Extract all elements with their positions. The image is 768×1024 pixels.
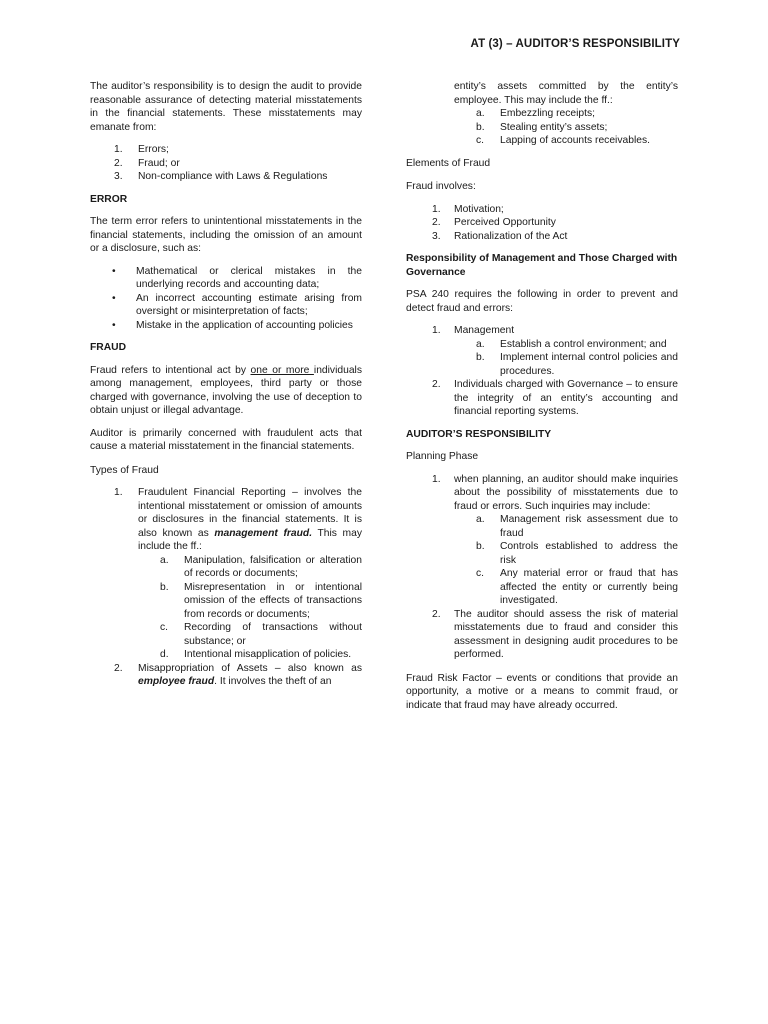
- list-item: [432, 378, 678, 419]
- risk-factor-paragraph: Fraud Risk Factor – events or conditions that provide an opportunity, a motive or a means to commit fraud, or indicate that fraud may have already occurred.: [406, 672, 678, 711]
- sublist-item: [476, 107, 678, 121]
- list-text: Rationalization of the Act: [454, 230, 568, 242]
- sublist-item: [476, 567, 678, 608]
- sublist-letter: a.: [476, 514, 485, 525]
- list-text: Non-compliance with Laws & Regulations: [138, 171, 328, 182]
- sublist-text: Recording of transactions without substance; or: [184, 622, 362, 647]
- planning-list: [406, 473, 678, 662]
- sublist-text: Lapping of accounts receivables.: [500, 135, 650, 146]
- list-item: [114, 662, 362, 689]
- sublist-item: [476, 121, 678, 135]
- psa-paragraph: PSA 240 requires the following in order to prevent and detect fraud and errors:: [406, 289, 678, 314]
- list-item: [114, 486, 362, 662]
- continued-sublist: [406, 107, 678, 148]
- sublist-letter: d.: [160, 649, 169, 660]
- list-number: 1.: [432, 473, 441, 485]
- list-item: [432, 230, 678, 244]
- sublist-item: [160, 554, 362, 581]
- continued-paragraph: entity’s assets committed by the entity’s employee. This may include the ff.:: [454, 81, 678, 106]
- sublist-item: [160, 621, 362, 648]
- left-column: [90, 80, 362, 689]
- type2-text-end: . It involves the theft of an: [214, 676, 332, 687]
- type2-emphasis: employee fraud: [138, 676, 215, 687]
- list-number: 2.: [432, 608, 441, 620]
- types-heading: Types of Fraud: [90, 464, 159, 476]
- sublist-letter: a.: [160, 554, 169, 566]
- sublist-item: [476, 134, 678, 148]
- sublist-text: Intentional misapplication of policies.: [184, 649, 352, 660]
- sublist-letter: a.: [476, 338, 485, 350]
- sublist-item: [160, 648, 362, 662]
- bullet-text: Mistake in the application of accounting policies: [136, 319, 353, 331]
- management-sublist: [454, 338, 678, 379]
- list-number: 1.: [114, 487, 123, 498]
- type1-text-end: This may include the ff.:: [138, 527, 362, 552]
- list-item: [432, 216, 678, 230]
- type2-text-start: Misappropriation of Assets – also known as: [138, 662, 362, 674]
- sublist-item: [476, 540, 678, 567]
- sublist-letter: a.: [476, 108, 485, 119]
- list-text: The auditor should assess the risk of material misstatements due to fraud and consider this assessment in designing audit procedures to be performed.: [454, 608, 678, 660]
- sublist-item: [476, 351, 678, 378]
- fraud-text-start: Fraud refers to intentional act by: [90, 364, 251, 376]
- fraud-involves-text: Fraud involves:: [406, 181, 476, 192]
- list-number: 1.: [432, 325, 441, 336]
- type1-text: [138, 486, 362, 554]
- sublist-item: [476, 338, 678, 352]
- fraud-heading: FRAUD: [90, 342, 127, 353]
- bullet-text: An incorrect accounting estimate arising from oversight or misinterpretation of facts;: [136, 292, 362, 317]
- bullet-text: Mathematical or clerical mistakes in the underlying records and accounting data;: [136, 265, 362, 290]
- list-item: [432, 473, 678, 608]
- list-item: [432, 203, 678, 217]
- sublist-text: Management risk assessment due to fraud: [500, 514, 678, 539]
- types-list: [90, 486, 362, 689]
- type1-sublist: [138, 554, 362, 662]
- list-item: [114, 143, 362, 157]
- sublist-letter: c.: [476, 135, 485, 146]
- bullet-icon: •: [112, 265, 116, 277]
- sublist-text: Establish a control environment; and: [500, 338, 667, 350]
- auditor-responsibility-heading: AUDITOR’S RESPONSIBILITY: [406, 428, 552, 440]
- sublist-letter: c.: [476, 568, 485, 579]
- bullet-item: [112, 265, 362, 292]
- list-text: Motivation;: [454, 203, 504, 215]
- fraud-text-underlined: one or more: [250, 364, 314, 376]
- elements-list: [406, 203, 678, 244]
- sources-list: [90, 143, 362, 184]
- list-text: Perceived Opportunity: [454, 217, 556, 228]
- error-paragraph: The term error refers to unintentional misstatements in the financial statements, including the omission of an amount or a disclosure, such as:: [90, 216, 362, 254]
- list-number: 2.: [114, 157, 123, 169]
- sublist-text: Manipulation, falsification or alteration of records or documents;: [184, 554, 362, 579]
- management-list: [406, 324, 678, 419]
- error-heading: ERROR: [90, 193, 128, 205]
- management-heading: Responsibility of Management and Those Charged with Governance: [406, 253, 678, 278]
- sublist-text: Implement internal control policies and procedures.: [500, 352, 678, 377]
- planning-heading: Planning Phase: [406, 451, 479, 462]
- list-item: [432, 324, 678, 378]
- auditor-concern-paragraph: Auditor is primarily concerned with fraudulent acts that cause a material misstatement in the financial statements.: [90, 427, 362, 452]
- list-text: when planning, an auditor should make inquiries about the possibility of misstatements due to fraud or errors. Such inquiries may include:: [454, 473, 678, 512]
- sublist-letter: c.: [160, 622, 169, 633]
- type1-text-start: Fraudulent Financial Reporting – involves the intentional misstatement or omission of amounts or disclosures in the financial statements. It is also known as: [138, 487, 362, 539]
- list-number: 3.: [114, 171, 123, 182]
- bullet-item: [112, 292, 362, 319]
- fraud-paragraph: [90, 364, 362, 418]
- list-text: Individuals charged with Governance – to ensure the integrity of an entity’s accounting and financial reporting systems.: [454, 379, 678, 417]
- sublist-letter: b.: [476, 541, 485, 552]
- list-item: [114, 170, 362, 184]
- list-item: [114, 157, 362, 171]
- sublist-letter: b.: [476, 121, 485, 133]
- error-bullets: [90, 265, 362, 333]
- intro-paragraph: The auditor’s responsibility is to design the audit to provide reasonable assurance of detecting material misstatements in the financial statements. These misstatements may emanate from:: [90, 81, 362, 133]
- list-text: Management: [454, 325, 515, 336]
- list-number: 2.: [114, 662, 123, 674]
- fraud-text-end: individuals among management, employees, third party or those charged with governance, involving the use of deception to obtain unjust or illegal advantage.: [90, 364, 362, 416]
- bullet-icon: •: [112, 319, 116, 331]
- sublist-text: Stealing entity’s assets;: [500, 121, 608, 133]
- list-number: 1.: [114, 144, 123, 155]
- sublist-item: [476, 513, 678, 540]
- sublist-text: Any material error or fraud that has affected the entity or currently being investigated.: [500, 568, 678, 606]
- list-number: 3.: [432, 230, 441, 242]
- sublist-letter: b.: [476, 352, 485, 363]
- list-number: 2.: [432, 217, 441, 228]
- elements-heading: Elements of Fraud: [406, 157, 491, 169]
- list-number: 2.: [432, 379, 441, 390]
- type2-text: [138, 662, 362, 689]
- type1-emphasis: management fraud.: [214, 527, 313, 539]
- sublist-letter: b.: [160, 581, 169, 593]
- sublist-text: Misrepresentation in or intentional omission of the effects of transactions from records or documents;: [184, 581, 362, 620]
- list-item: [432, 608, 678, 662]
- planning-sublist: [454, 513, 678, 608]
- sublist-item: [160, 581, 362, 622]
- page-header-title: AT (3) – AUDITOR’S RESPONSIBILITY: [470, 38, 680, 50]
- sublist-text: Controls established to address the risk: [500, 541, 678, 566]
- bullet-icon: •: [112, 292, 116, 304]
- list-number: 1.: [432, 203, 441, 215]
- list-text: Fraud; or: [138, 157, 180, 169]
- right-column: [406, 80, 678, 712]
- list-text: Errors;: [138, 144, 169, 155]
- bullet-item: [112, 319, 362, 333]
- sublist-text: Embezzling receipts;: [500, 108, 595, 119]
